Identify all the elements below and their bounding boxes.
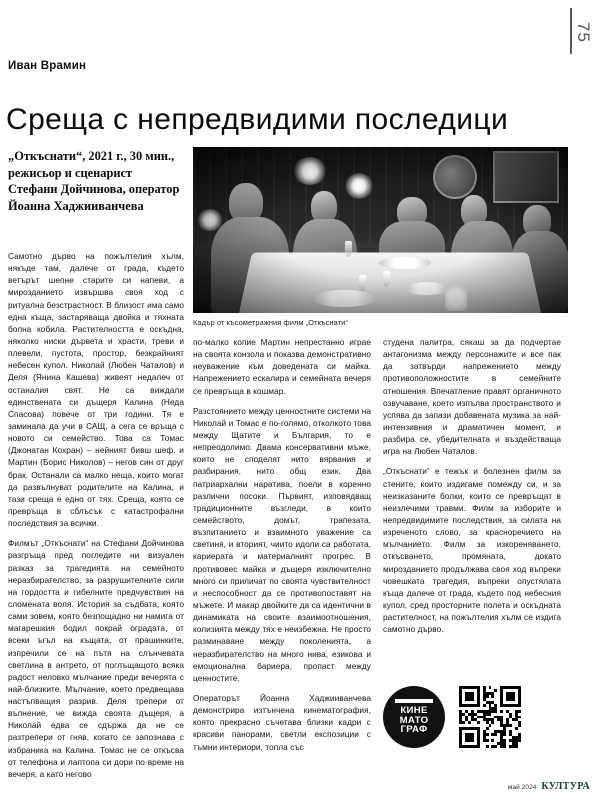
page-footer: [508, 781, 590, 792]
brand-row: [383, 686, 521, 748]
paragraph: „Откъснати“ е тежък и болезнен филм за стените, които издигаме помежду си, и за неизказаните болки, които се превръщат в неизлечими травми. Филм за изборите и непредвидимите последствия, за силата на изреченото слово, за красноречието на мълчанието. Филм за изкореняването, откъсването, промяната, докато мирозданието продължава своя ход въпреки човешката трагедия, въпреки опустялата къща далече от града, където под небесния купол, сред просторните полета и оскъдната растителност, на пожълтелия хълм се издига самотно дърво.: [383, 466, 561, 635]
footer-publication: КУЛТУРА: [541, 781, 590, 792]
page-number: [570, 8, 592, 54]
page-number-rule: [570, 8, 572, 54]
logo-bar-icon: [395, 699, 433, 703]
photo-caption: Кадър от късометражния филм „Откъснати“: [193, 318, 348, 327]
paragraph: Филмът „Откъснати“ на Стефани Дойчинова разгръща пред погледите ни визуален разказ за трагедията на семейното неразбирателство, за разрушителните сили на гордостта и гибелните предчувствия на сломената воля. История за съдбата, която сами зовем, която безпощадно ни намига от магарешкия бодил покрай оградата, от всеки ъгъл на къщата, от прашинките, изпречили се на пътя на слънчевата светлина в антрето, от поглъщащото всяка радост неловко мълчание преди вечерята с най-близките. Мълчание, което предвещава настъпващия разрив. Деля трепери от вълнение, че вижда своята дъщеря, а Николай едва се сдържа да не се разтрепери от гняв, когато се запознава с избраника на Калина. Томас не се откъсва от телефона и лаптопа си дори по време на вечеря, а като негово: [8, 538, 184, 779]
paragraph: по-малко копие Мартин непрестанно играе на своята конзола и показва демонстративно неуважение към доведената си майка. Напрежението ескалира и семейната вечеря се превръща в кошмар.: [193, 337, 371, 396]
kinematograf-logo[interactable]: [383, 686, 445, 748]
author-byline: Иван Врамин: [8, 60, 87, 72]
paragraph: Разстоянието между ценностните системи на Николай и Томас е по-голямо, отколкото това между Щатите и България, то е непреодолимо. Двама консервативни мъже, които не споделят нито вярвания и разбирания, нито общ език. Два патриархални наратива, поели в коренно различни посоки. Първият, изповядващ традиционните възгледи, в които семейството, домът, трапезата, възпитанието и взаимното уважение са светиня, и вторият, чиито идоли са работата, кариерата и материалният прогрес. В противовес майка и дъщеря изключително много си приличат по своята чувствителност и неспособност да се противопоставят на мъжете. И макар двойките да са идентични в динамиката на своите взаимоотношения, колизията между тях е неизбежна. Не просто разминаване между поколенията, а неразбирателство на много нива, езикова и емоционална бариера, пропаст между ценностите.: [193, 405, 371, 683]
article-column-1: [8, 250, 184, 788]
article-column-2: [193, 336, 371, 761]
film-still-image: [193, 147, 568, 313]
paragraph: студена палитра, сякаш за да подчертае антагонизма между персонажите и все пак да затвърди напрежението между противоположностите в семейните отношения. Впечатление правят органичното озвучаване, което изпълва пространството и успява да запази добавената музика за най-интензивния и драматичен момент, и разбира се, убедителната и въздействаща игра на Любен Чаталов.: [383, 337, 561, 457]
qr-code[interactable]: [459, 686, 521, 748]
paragraph: Операторът Йоанна Хаджииванчева демонстрира изтънчена кинематография, която прекрасно съчетава близки кадри с красиви панорами, светли експозиции с тъмни интериори, топла със: [193, 692, 371, 752]
photo-vignette: [193, 147, 568, 313]
logo-line-2: МАТО: [399, 714, 429, 726]
logo-line-1: КИНЕ: [400, 704, 428, 716]
photo-block: [193, 147, 568, 327]
page-title: Среща с непредвидими последици: [6, 103, 509, 137]
article-column-3: [383, 336, 561, 643]
film-credits: „Откъснати“, 2021 г., 30 мин., режисьор и сценарист Стефани Дойчинова, оператор Йоанна Хаджииванчева: [8, 149, 180, 213]
logo-line-3: ГРАФ: [400, 724, 428, 736]
page-number-value: 75: [574, 22, 593, 43]
paragraph: Самотно дърво на пожълтелия хълм, някъде там, далече от града, където ветърът шепне старите си напеви, а мирозданието извършва своя ход с ритуална безстрастност. В близост има само една къща, застаряваща двойка и тяхната болна кобила. Растителността е оскъдна, няколко ниски дървета и храсти, треви и плевели, пустота, простор, безкрайният небесен купол. Николай (Любен Чаталов) и Деля (Янина Кашева) живеят недалеч от останалия свят. Не са виждали единствената си дъщеря Калина (Неда Спасова) повече от три години. Тя е заминала да учи в САЩ, а сега се връща с новото си семейство. Това са Томас (Джонатан Кохран) – нейният бивш шеф, и Мартин (Борис Николов) – негов син от друг брак. Останали са малко неща, които могат да развълнуват родителите на Калина, и тази среща е едно от тях. Среща, която се превръща в сблъсък с катастрофални последствия за всички.: [8, 251, 184, 529]
footer-date: май 2024: [507, 784, 537, 791]
